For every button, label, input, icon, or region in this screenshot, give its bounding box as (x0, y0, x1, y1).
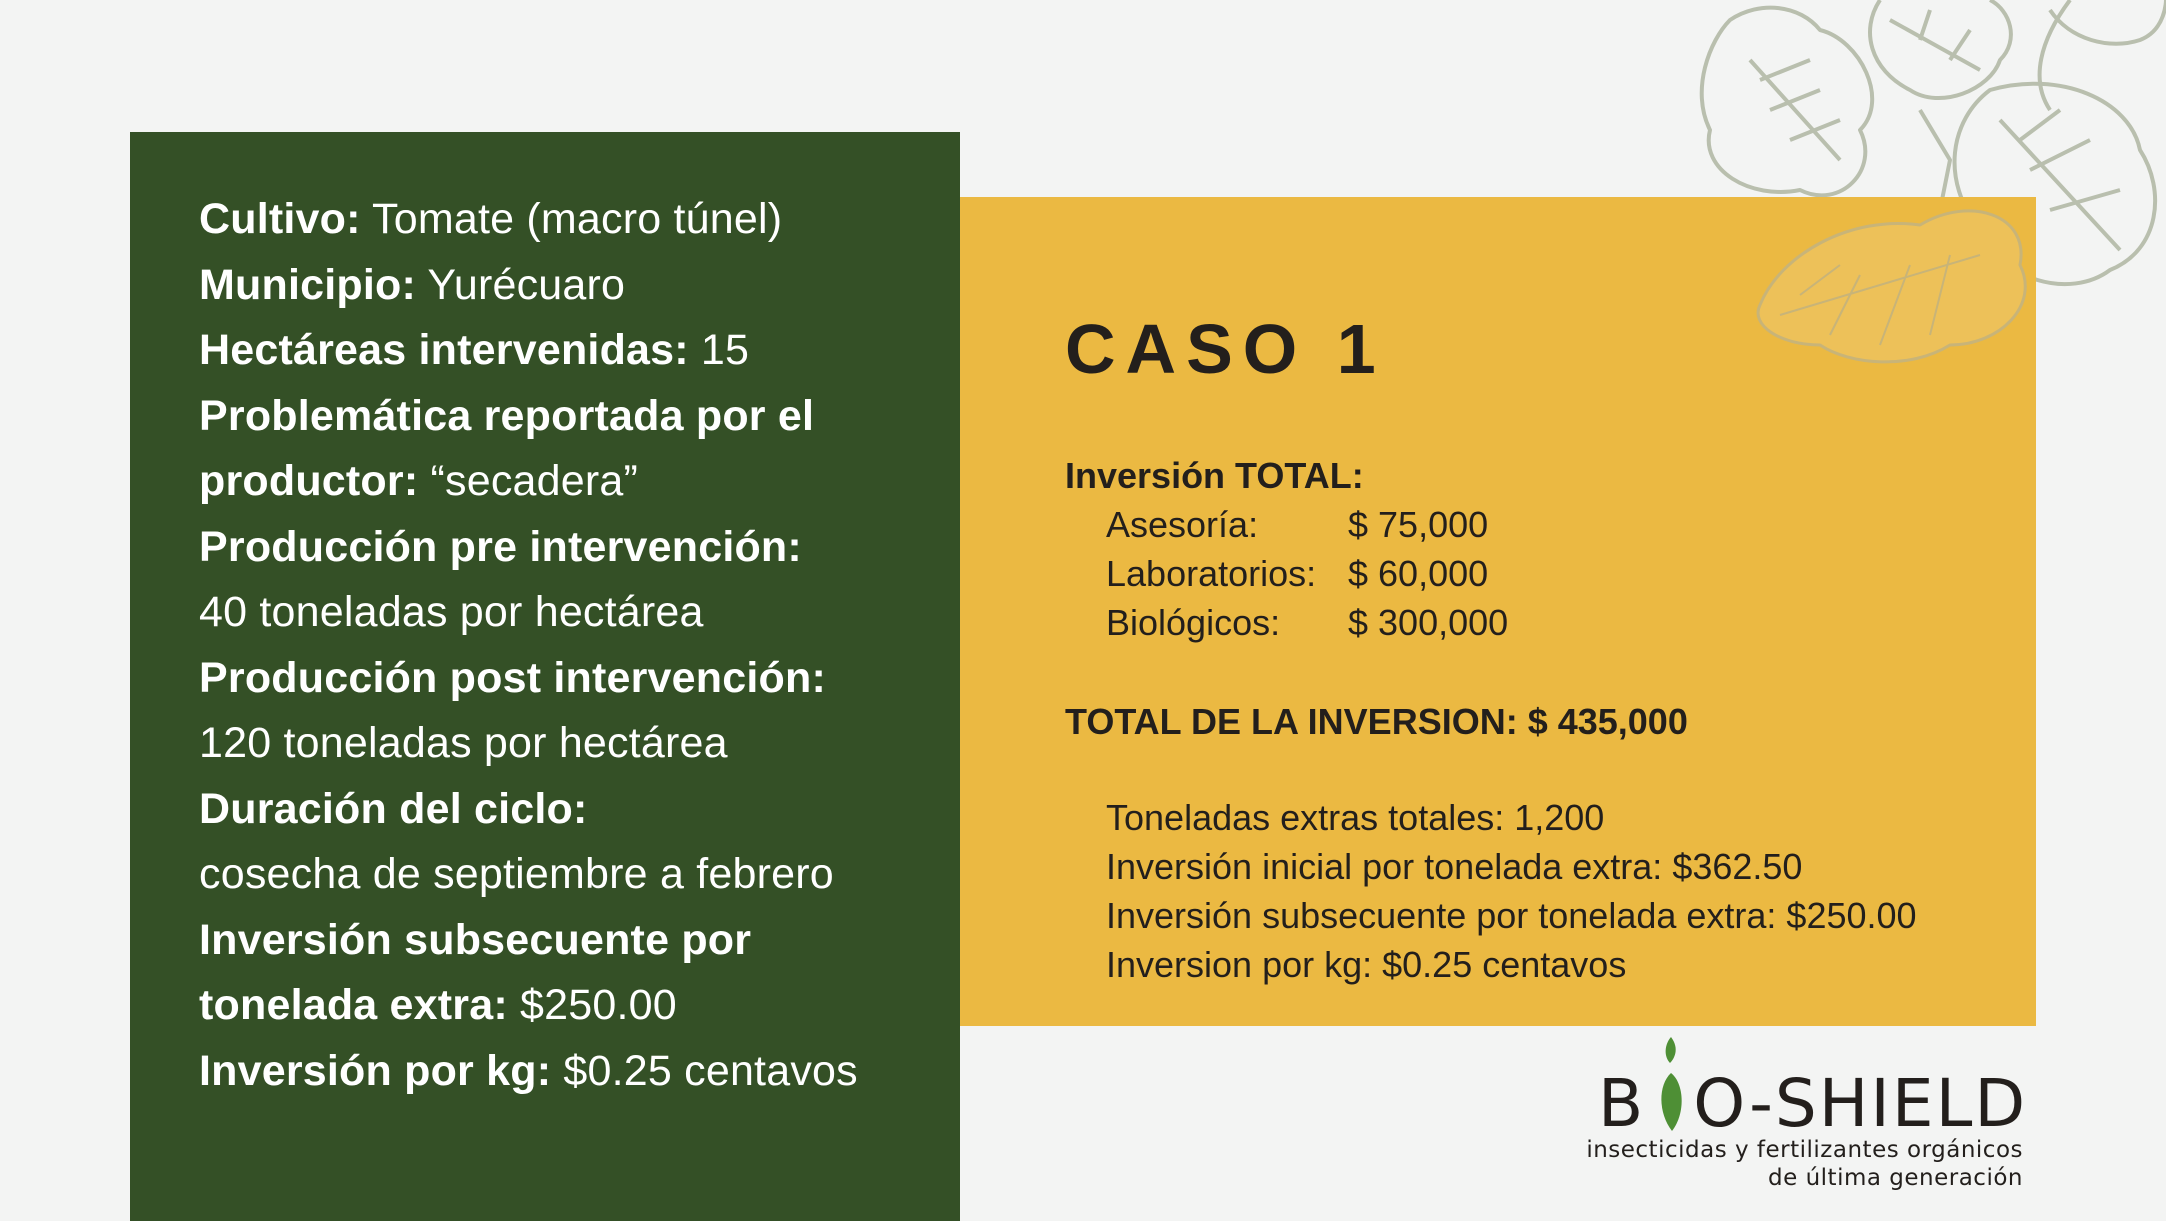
detail-line (199, 711, 910, 777)
detail-value: “secadera” (418, 457, 639, 505)
detail-label: tonelada extra: (199, 981, 508, 1029)
case-title: CASO 1 (1065, 310, 1386, 388)
detail-value: cosecha de septiembre a febrero (199, 850, 834, 898)
detail-label: Hectáreas intervenidas: (199, 326, 689, 374)
cost-row (1106, 603, 1508, 643)
detail-value: $250.00 (507, 981, 677, 1029)
detail-label: Producción pre intervención: (199, 522, 802, 571)
detail-label: Producción post intervención: (199, 653, 826, 702)
brand-name-end: O-SHIELD (1693, 1065, 2028, 1142)
cost-amount: $ 75,000 (1348, 504, 1489, 545)
investment-heading: Inversión TOTAL: (1065, 455, 1364, 496)
detail-value: 120 toneladas por hectárea (199, 719, 728, 767)
leaf-overlay-icon (1740, 195, 2040, 375)
detail-value: $0.25 centavos (551, 1046, 858, 1095)
detail-line (199, 842, 910, 908)
investment-total: TOTAL DE LA INVERSION: $ 435,000 (1065, 701, 1688, 742)
metric-line: Toneladas extras totales: 1,200 (1106, 797, 1605, 838)
cost-label: Asesoría: (1106, 504, 1259, 545)
detail-label: Problemática reportada por el (199, 391, 815, 440)
detail-label: productor: (199, 457, 419, 505)
detail-label: Inversión subsecuente por (199, 915, 752, 964)
brand-name-start: B (1598, 1065, 1646, 1142)
brand-leaf-icon (1650, 1035, 1692, 1135)
detail-line (199, 515, 910, 581)
metric-line: Inversion por kg: $0.25 centavos (1106, 944, 1627, 985)
detail-line (199, 908, 910, 974)
cost-label: Biológicos: (1106, 602, 1281, 643)
cost-row (1106, 554, 1488, 594)
cost-amount: $ 300,000 (1348, 602, 1509, 643)
metric-line: Inversión subsecuente por tonelada extra: $250.00 (1106, 895, 1917, 936)
detail-line (199, 449, 910, 515)
detail-value: Tomate (macro túnel) (360, 195, 783, 243)
detail-line (199, 580, 910, 646)
detail-label: Municipio: (199, 260, 416, 309)
brand-logo (1586, 1035, 2028, 1195)
detail-line (199, 1039, 910, 1105)
detail-value: Yurécuaro (415, 260, 626, 309)
detail-label: Duración del ciclo: (199, 784, 588, 833)
brand-tagline: insecticidas y fertilizantes orgánicos (1586, 1137, 2023, 1163)
detail-line (199, 253, 910, 319)
detail-line (199, 777, 910, 843)
detail-line (199, 318, 910, 384)
detail-label: Inversión por kg: (199, 1046, 552, 1095)
detail-line (199, 384, 910, 450)
metric-line: Inversión inicial por tonelada extra: $362.50 (1106, 846, 1803, 887)
detail-value: 40 toneladas por hectárea (199, 588, 704, 636)
cost-amount: $ 60,000 (1348, 553, 1489, 594)
detail-value: 15 (688, 326, 750, 374)
detail-label: Cultivo: (199, 195, 361, 243)
case-details-panel (130, 132, 960, 1221)
cost-label: Laboratorios: (1106, 553, 1317, 594)
brand-tagline: de última generación (1768, 1165, 2023, 1191)
detail-line (199, 646, 910, 712)
detail-line (199, 973, 910, 1039)
cost-row (1106, 505, 1488, 545)
detail-line (199, 187, 910, 253)
